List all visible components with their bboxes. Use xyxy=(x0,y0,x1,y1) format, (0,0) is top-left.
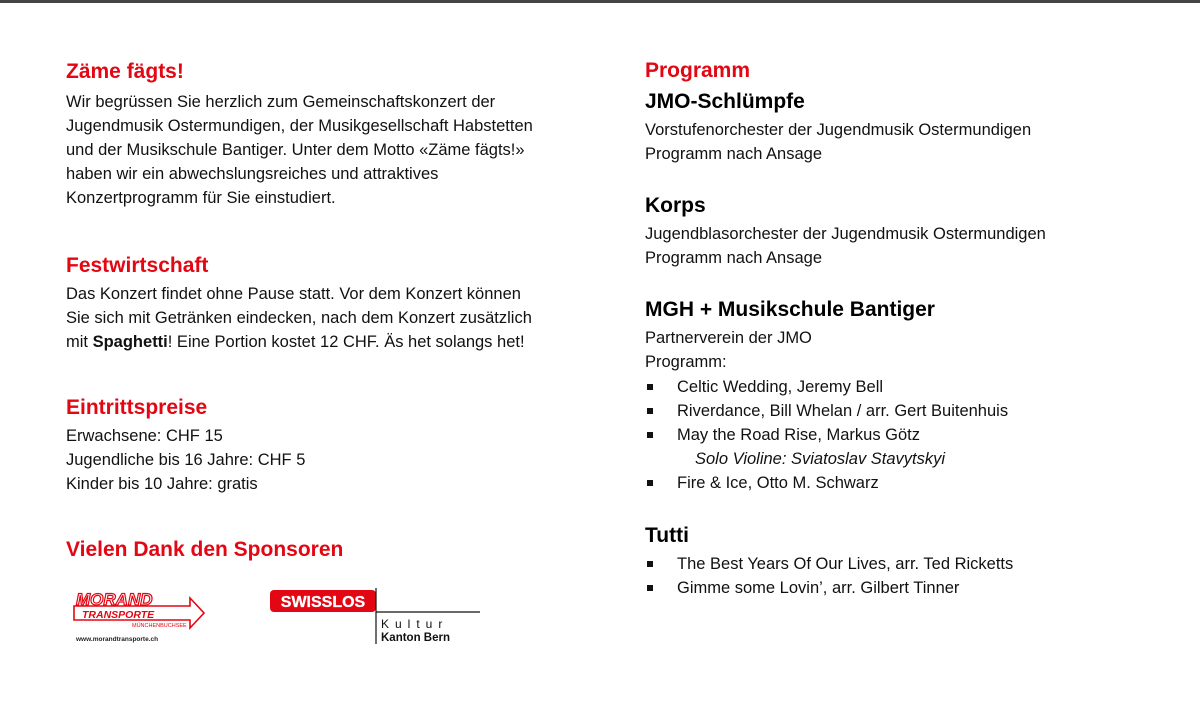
mgh-programm-label: Programm: xyxy=(645,353,727,371)
sponsors-title: Vielen Dank den Sponsoren xyxy=(66,538,344,561)
festwirtschaft-line xyxy=(66,330,532,354)
festwirtschaft-line-post: ! Eine Portion kostet 12 CHF. Äs het solangs het! xyxy=(167,333,525,351)
swisslos-kanton: Kanton Bern xyxy=(381,632,450,644)
morand-url: www.morandtransporte.ch xyxy=(76,636,159,643)
mgh-title: MGH + Musikschule Bantiger xyxy=(645,298,935,321)
bullet-icon xyxy=(647,561,653,567)
korps-note: Programm nach Ansage xyxy=(645,249,823,267)
list-item xyxy=(645,399,1008,423)
price-line: Jugendliche bis 16 Jahre: CHF 5 xyxy=(66,451,306,469)
schluempfe-title: JMO-Schlümpfe xyxy=(645,90,805,113)
piece-title: Gimme some Lovin’, arr. Gilbert Tinner xyxy=(677,579,960,597)
solo-note xyxy=(645,447,1008,471)
bullet-icon xyxy=(647,585,653,591)
festwirtschaft-line-pre: mit xyxy=(66,333,93,351)
morand-town: MÜNCHENBUCHSEE xyxy=(132,623,187,629)
festwirtschaft-line: Sie sich mit Getränken eindecken, nach dem Konzert zusätzlich xyxy=(66,309,532,327)
intro-title: Zäme fägts! xyxy=(66,60,184,83)
festwirtschaft-title: Festwirtschaft xyxy=(66,254,209,277)
bullet-icon xyxy=(647,480,653,486)
morand-sub: TRANSPORTE xyxy=(82,609,155,621)
mgh-list xyxy=(645,375,1008,495)
intro-line: Wir begrüssen Sie herzlich zum Gemeinschaftskonzert der xyxy=(66,93,496,111)
intro-line: haben wir ein abwechslungsreiches und attraktives xyxy=(66,165,439,183)
intro-text xyxy=(66,90,533,210)
piece-title: The Best Years Of Our Lives, arr. Ted Ricketts xyxy=(677,555,1014,573)
festwirtschaft-line: Das Konzert findet ohne Pause statt. Vor dem Konzert können xyxy=(66,285,521,303)
bullet-icon xyxy=(647,408,653,414)
schluempfe-note: Programm nach Ansage xyxy=(645,145,823,163)
top-border xyxy=(0,0,1200,3)
morand-name: MORAND xyxy=(76,590,153,609)
list-item xyxy=(645,375,1008,399)
swisslos-kultur: Kultur xyxy=(381,617,449,631)
eintritt-title: Eintrittspreise xyxy=(66,396,208,419)
intro-line: Jugendmusik Ostermundigen, der Musikgesellschaft Habstetten xyxy=(66,117,533,135)
korps-desc: Jugendblasorchester der Jugendmusik Ostermundigen xyxy=(645,225,1046,243)
spaghetti-highlight: Spaghetti xyxy=(92,333,168,351)
morand-logo xyxy=(72,584,206,646)
intro-line: und der Musikschule Bantiger. Unter dem Motto «Zäme fägts!» xyxy=(66,141,525,159)
bullet-icon xyxy=(647,432,653,438)
piece-title: May the Road Rise, Markus Götz xyxy=(677,426,921,444)
list-item xyxy=(645,576,1013,600)
schluempfe-desc: Vorstufenorchester der Jugendmusik Ostermundigen xyxy=(645,121,1032,139)
solo-text: Solo Violine: Sviatoslav Stavytskyi xyxy=(695,450,946,468)
piece-title: Celtic Wedding, Jeremy Bell xyxy=(677,378,884,396)
intro-line: Konzertprogramm für Sie einstudiert. xyxy=(66,189,336,207)
price-line: Kinder bis 10 Jahre: gratis xyxy=(66,475,258,493)
bullet-icon xyxy=(647,384,653,390)
mgh-desc: Partnerverein der JMO xyxy=(645,329,812,347)
piece-title: Riverdance, Bill Whelan / arr. Gert Buitenhuis xyxy=(677,402,1009,420)
swisslos-logo xyxy=(270,586,482,646)
tutti-list xyxy=(645,552,1013,600)
list-item xyxy=(645,471,1008,495)
tutti-title: Tutti xyxy=(645,524,689,547)
piece-title: Fire & Ice, Otto M. Schwarz xyxy=(677,474,879,492)
list-item xyxy=(645,423,1008,447)
programm-title: Programm xyxy=(645,59,751,82)
list-item xyxy=(645,552,1013,576)
eintritt-list xyxy=(66,424,305,496)
festwirtschaft-text xyxy=(66,282,532,354)
korps-title: Korps xyxy=(645,194,706,217)
price-line: Erwachsene: CHF 15 xyxy=(66,427,223,445)
swisslos-name: SWISSLOS xyxy=(280,594,366,611)
